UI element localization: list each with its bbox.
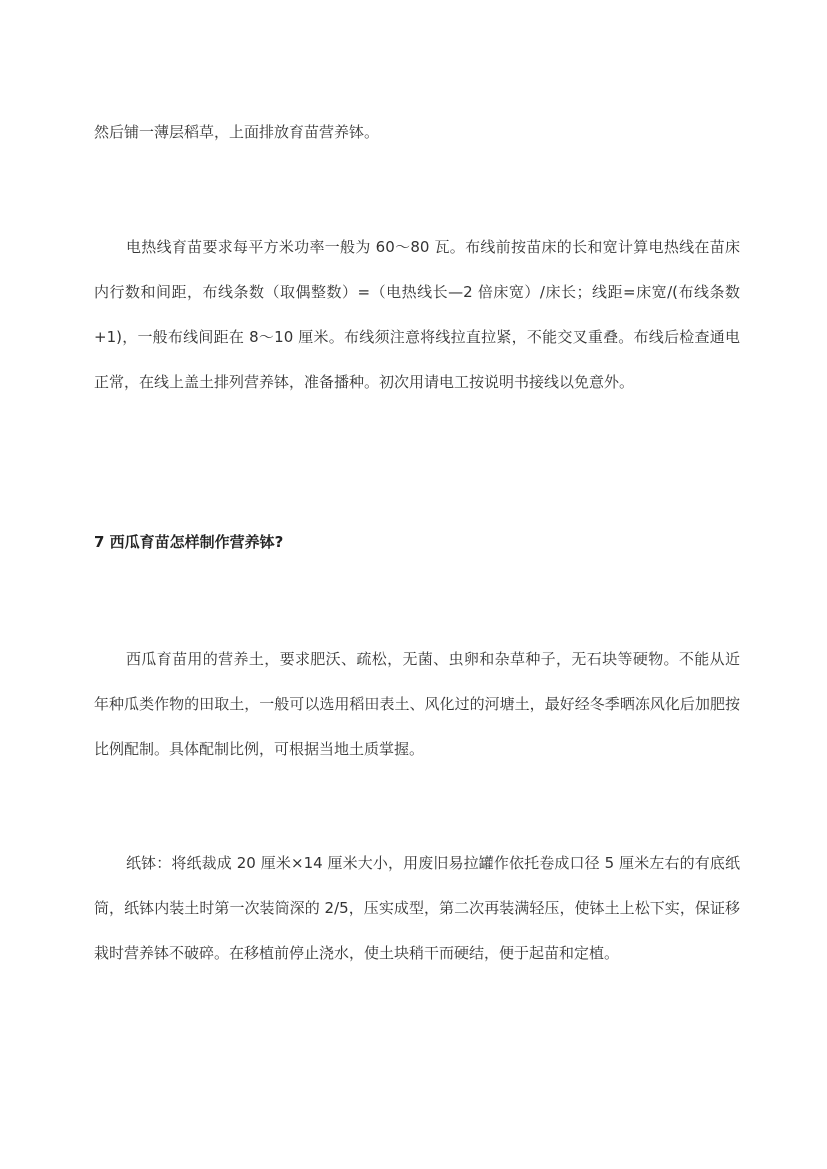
paragraph-intro: 然后铺一薄层稻草，上面排放育苗营养钵。 <box>94 123 380 141</box>
paragraph-paper-pot: 纸钵：将纸裁成 20 厘米×14 厘米大小，用废旧易拉罐作依托卷成口径 5 厘米左右的有底纸筒，纸钵内装土时第一次装筒深的 2/5，压实成型，第二次再装满轻压，使钵土上松下实，保证移栽时营养钵不破碎。在移植前停止浇水，使土块稍干而硬结，便于起苗和定植。 <box>94 854 740 962</box>
paragraph-nutrient-soil: 西瓜育苗用的营养土，要求肥沃、疏松，无菌、虫卵和杂草种子，无石块等硬物。不能从近年种瓜类作物的田取土，一般可以选用稻田表土、风化过的河塘土，最好经冬季晒冻风化后加肥按比例配制。具体配制比例，可根据当地土质掌握。 <box>94 650 740 758</box>
paragraph-heating-wire: 电热线育苗要求每平方米功率一般为 60～80 瓦。布线前按苗床的长和宽计算电热线在苗床内行数和间距，布线条数（取偶整数）=（电热线长—2 倍床宽）/床长；线距=床宽/(布线条数+1)，一般布线间距在 8～10 厘米。布线须注意将线拉直拉紧，不能交叉重叠。布线后检查通电正常，在线上盖土排列营养钵，准备播种。初次用请电工按说明书接线以免意外。 <box>94 238 740 391</box>
section-heading: 7 西瓜育苗怎样制作营养钵? <box>94 533 284 551</box>
